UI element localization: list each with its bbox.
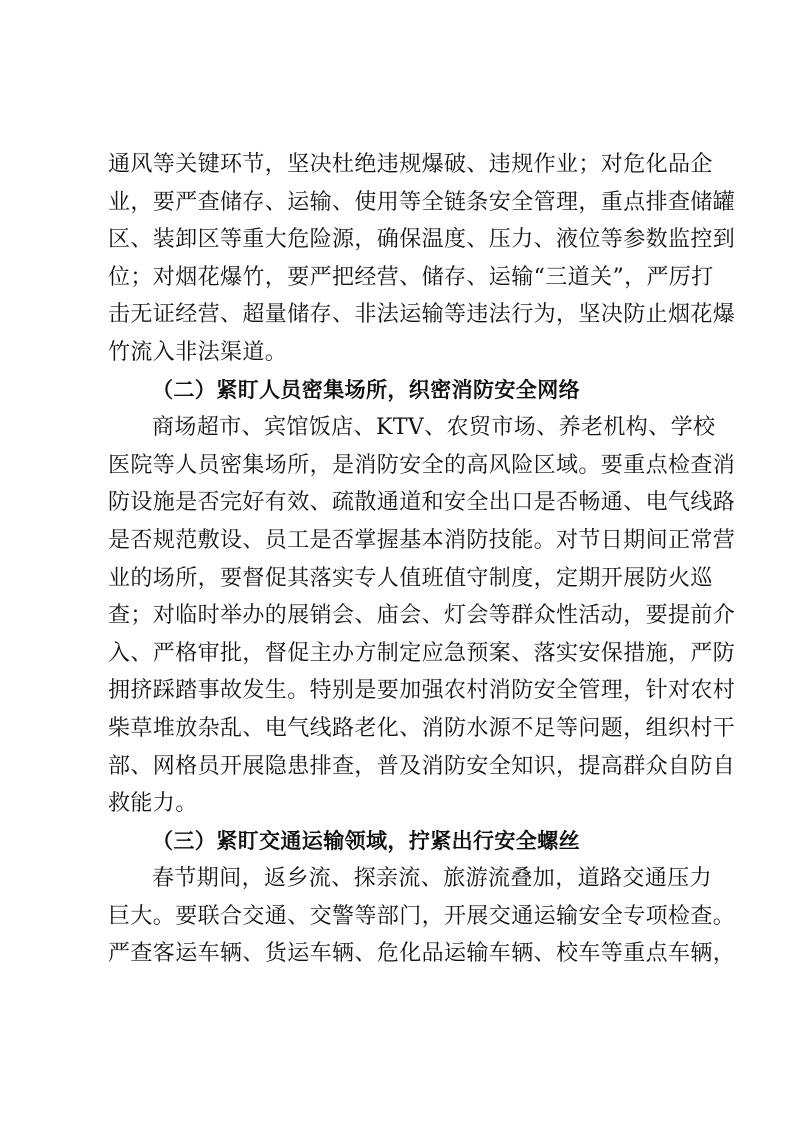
document-page <box>108 146 736 973</box>
body-line-20: 春节期间，返乡流、探亲流、旅游流叠加，道路交通压力 <box>152 866 713 892</box>
body-line-2: 业，要严查储存、运输、使用等全链条安全管理，重点排查储罐 <box>108 189 736 215</box>
body-line-13: 查；对临时举办的展销会、庙会、灯会等群众性活动，要提前介 <box>108 603 736 629</box>
body-line-6: 竹流入非法渠道。 <box>108 339 288 365</box>
body-line-11: 是否规范敷设、员工是否掌握基本消防技能。对节日期间正常营 <box>108 527 736 553</box>
body-line-12: 业的场所，要督促其落实专人值班值守制度，定期开展防火巡 <box>108 565 713 591</box>
body-line-4: 位；对烟花爆竹，要严把经营、储存、运输“三道关”，严厉打 <box>108 264 714 290</box>
body-line-10: 防设施是否完好有效、疏散通道和安全出口是否畅通、电气线路 <box>108 490 736 516</box>
body-line-1: 通风等关键环节，坚决杜绝违规爆破、违规作业；对危化品企 <box>108 152 713 177</box>
body-line-14: 入、严格审批，督促主办方制定应急预案、落实安保措施，严防 <box>108 640 736 666</box>
body-line-18: 救能力。 <box>108 791 198 817</box>
body-line-16: 柴草堆放杂乱、电气线路老化、消防水源不足等问题，组织村干 <box>108 715 736 741</box>
body-line-17: 部、网格员开展隐患排查，普及消防安全知识，提高群众自防自 <box>108 753 736 779</box>
body-line-9: 医院等人员密集场所，是消防安全的高风险区域。要重点检查消 <box>108 452 736 478</box>
body-line-3: 区、装卸区等重大危险源，确保温度、压力、液位等参数监控到 <box>108 227 736 253</box>
body-line-22: 严查客运车辆、货运车辆、危化品运输车辆、校车等重点车辆， <box>108 941 736 967</box>
body-line-21: 巨大。要联合交通、交警等部门，开展交通运输安全专项检查。 <box>108 903 736 929</box>
body-line-8: 商场超市、宾馆饭店、KTV、农贸市场、养老机构、学校 <box>152 415 716 441</box>
body-line-15: 拥挤踩踏事故发生。特别是要加强农村消防安全管理，针对农村 <box>108 678 736 704</box>
section-heading-2: （二）紧盯人员密集场所，织密消防安全网络 <box>152 377 580 402</box>
section-heading-3: （三）紧盯交通运输领域，拧紧出行安全螺丝 <box>152 828 580 853</box>
body-line-5: 击无证经营、超量储存、非法运输等违法行为，坚决防止烟花爆 <box>108 302 736 328</box>
